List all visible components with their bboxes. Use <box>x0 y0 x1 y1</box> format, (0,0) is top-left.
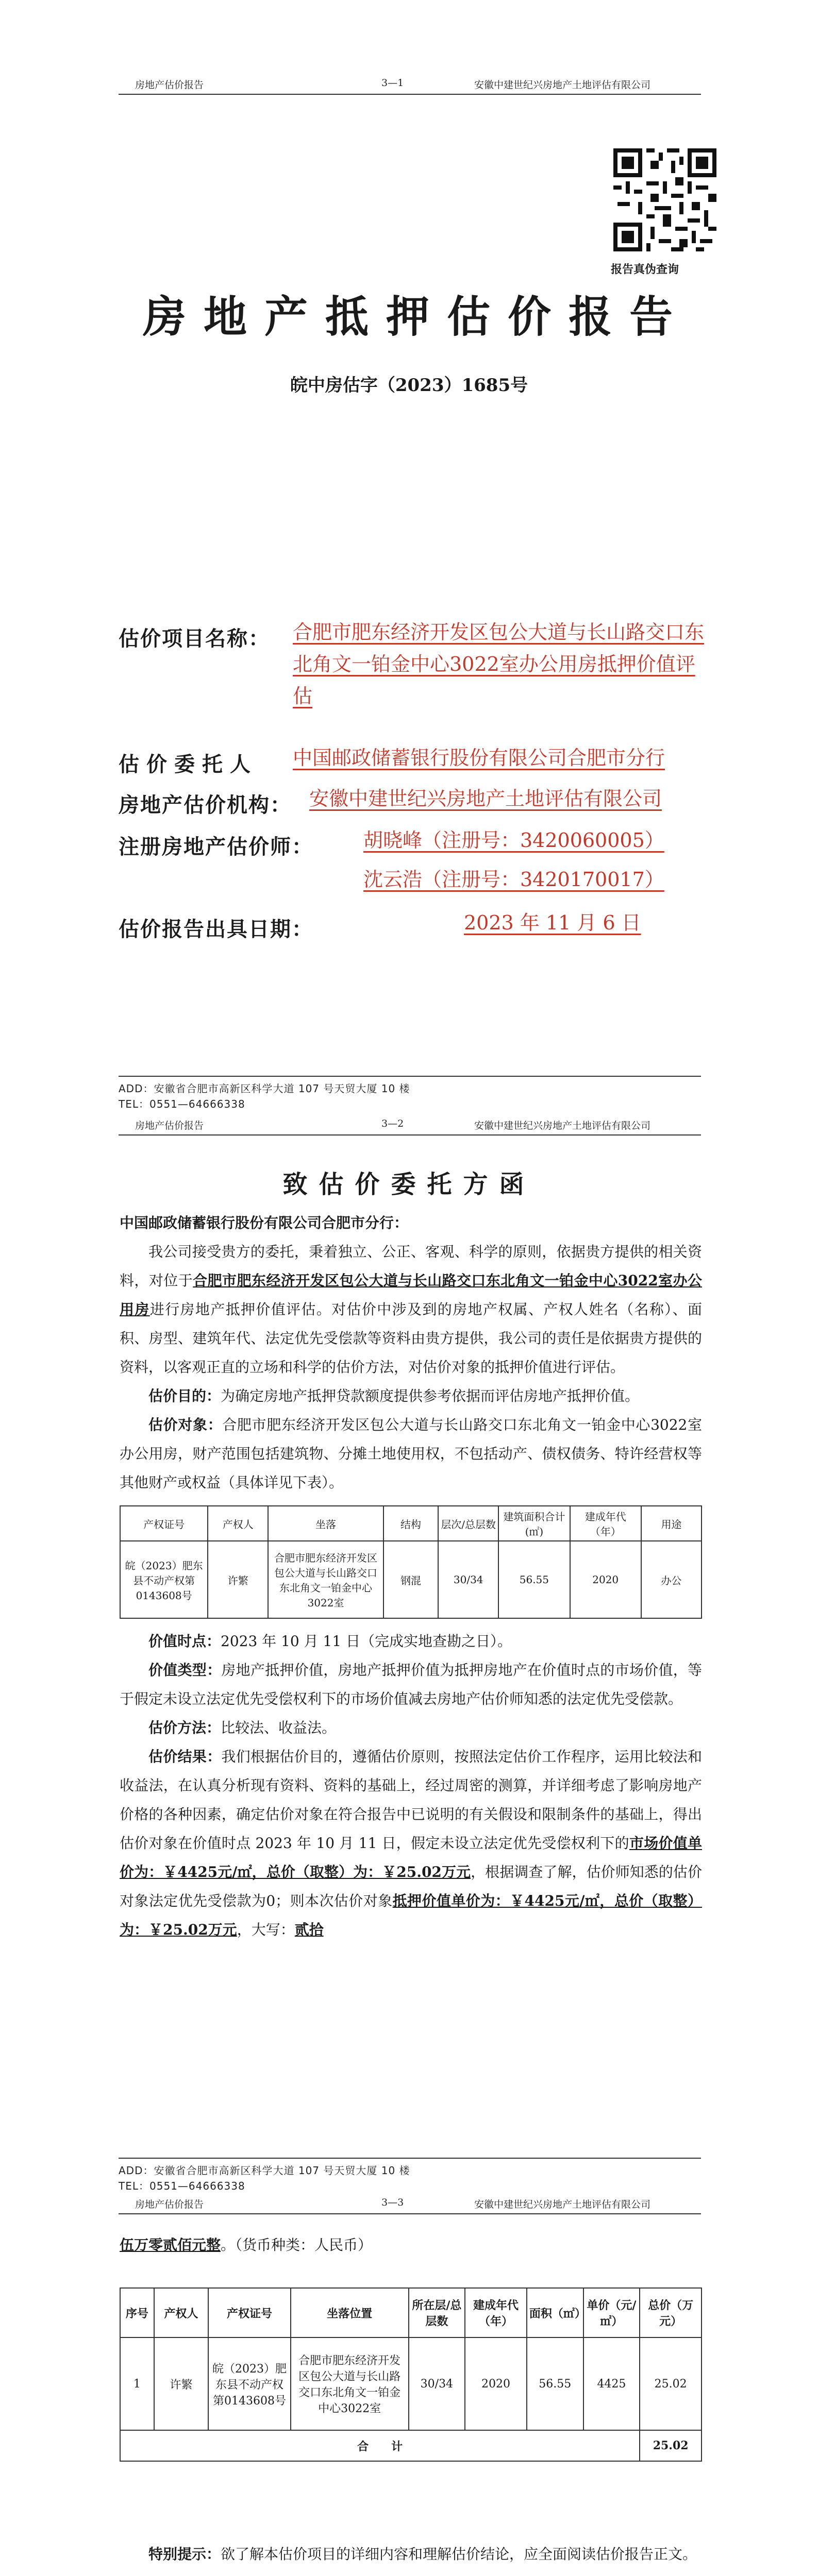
client-value: 中国邮政储蓄银行股份有限公司合肥市分行 <box>293 747 665 769</box>
page2-header-rule <box>119 1134 701 1136</box>
table-total-row <box>120 2430 702 2461</box>
footer-tel: TEL：0551—64666338 <box>119 1098 245 1110</box>
table-header-row <box>120 2288 702 2337</box>
th-owner: 产权人 <box>154 2288 208 2337</box>
cell-total: 25.02 <box>640 2337 702 2430</box>
project-label: 估价项目名称： <box>119 626 270 651</box>
th-location: 坐落 <box>268 1506 383 1541</box>
report-number: 皖中房估字（2023）1685号 <box>290 375 528 396</box>
th-floor: 所在层/总层数 <box>409 2288 465 2337</box>
page3-header-left: 房地产估价报告 <box>135 2199 204 2210</box>
cell-floor: 30/34 <box>438 1541 498 1618</box>
amount-in-words-line: 伍万零贰佰元整。（货币种类：人民币） <box>120 2236 373 2253</box>
valuer-1: 胡晓峰（注册号：3420060005） <box>363 829 664 852</box>
cell-structure: 钢混 <box>383 1541 438 1618</box>
cell-area: 56.55 <box>527 2337 583 2430</box>
result-paragraph: 估价结果：我们根据估价目的，遵循估价原则，按照法定估价工作程序，运用比较法和收益法，在认真分析现有资料、资料的基础上，经过周密的测算，并详细考虑了影响房地产价格的各种因素，确定估价对象在符合报告中已说明的有关假设和限制条件的基础上，得出估价对象在价值时点 2023 年 10 月 11 日，假定未设立法定优先受偿权利下的市场价值单价为：￥4425元/㎡，总价（取整）为：￥25.02万元，根据调查了解，估价师知悉的估价对象法定优先受偿款为0；则本次估价对象抵押价值单价为：￥4425元/㎡，总价（取整）为：￥25.02万元，大写：贰拾 <box>120 1748 702 1938</box>
cell-location: 合肥市肥东经济开发区包公大道与长山路交口东北角文一铂金中心3022室 <box>268 1541 383 1618</box>
cell-owner: 许繁 <box>208 1541 268 1618</box>
page2-footer-rule <box>119 2158 701 2159</box>
valuer-label: 注册房地产估价师： <box>119 835 313 859</box>
cell-cert: 皖（2023）肥东县不动产权第0143608号 <box>120 1541 208 1618</box>
table-row <box>120 2337 702 2430</box>
page1-header-rule <box>119 94 701 95</box>
th-cert: 产权证号 <box>120 1506 208 1541</box>
cell-cert: 皖（2023）肥东县不动产权第0143608号 <box>208 2337 291 2430</box>
th-unit-price: 单价（元/㎡） <box>583 2288 640 2337</box>
page1-header-right: 安徽中建世纪兴房地产土地评估有限公司 <box>474 79 651 91</box>
page2-header-left: 房地产估价报告 <box>135 1120 204 1131</box>
project-value: 合肥市肥东经济开发区包公大道与长山路交口东北角文一铂金中心3022室办公用房抵押价值评估 <box>293 621 705 707</box>
page1-footer <box>119 1081 410 1112</box>
footer-tel: TEL：0551—64666338 <box>119 2180 245 2192</box>
special-notice: 特别提示：欲了解本估价项目的详细内容和理解估价结论，应全面阅读估价报告正文。 <box>148 2546 697 2563</box>
footer-address: ADD：安徽省合肥市高新区科学大道 107 号天贸大厦 10 楼 <box>119 1082 410 1095</box>
property-table <box>120 1505 702 1619</box>
th-usage: 用途 <box>641 1506 702 1541</box>
th-year: 建成年代（年） <box>570 1506 641 1541</box>
cell-floor: 30/34 <box>409 2337 465 2430</box>
agency-label: 房地产估价机构： <box>119 793 292 817</box>
total-value: 25.02 <box>640 2430 702 2461</box>
cell-year: 2020 <box>465 2337 527 2430</box>
th-area: 面积（㎡） <box>527 2288 583 2337</box>
agency-value: 安徽中建世纪兴房地产土地评估有限公司 <box>309 787 662 810</box>
page3-header-page: 3—3 <box>381 2197 404 2208</box>
cell-index: 1 <box>120 2337 154 2430</box>
qr-code-icon[interactable] <box>613 148 716 251</box>
date-label: 估价报告出具日期： <box>119 917 313 941</box>
cell-location: 合肥市肥东经济开发区包公大道与长山路交口东北角文一铂金中心3022室 <box>291 2337 409 2430</box>
page-title: 房地产抵押估价报告 <box>142 291 690 342</box>
cell-owner: 许繁 <box>154 2337 208 2430</box>
object-paragraph: 估价对象：合肥市肥东经济开发区包公大道与长山路交口东北角文一铂金中心3022室办公用房，财产范围包括建筑物、分摊土地使用权，不包括动产、债权债务、特许经营权等其他财产或权益（具体详见下表）。 <box>120 1416 702 1491</box>
value-date-paragraph: 价值时点：2023 年 10 月 11 日（完成实地查勘之日）。 <box>148 1633 512 1650</box>
page2-footer <box>119 2163 410 2194</box>
page1-header-page: 3—1 <box>381 77 404 89</box>
client-label: 估价委托人 <box>119 752 258 776</box>
cell-usage: 办公 <box>641 1541 702 1618</box>
th-owner: 产权人 <box>208 1506 268 1541</box>
value-type-paragraph: 价值类型：房地产抵押价值，房地产抵押价值为抵押房地产在价值时点的市场价值，等于假定未设立法定优先受偿权利下的市场价值减去房地产估价师知悉的法定优先受偿款。 <box>120 1662 702 1707</box>
letter-title: 致估价委托方函 <box>282 1170 536 1199</box>
page3-header-rule <box>119 2213 701 2214</box>
letter-body <box>120 1209 702 1944</box>
cell-area: 56.55 <box>498 1541 570 1618</box>
cell-unit-price: 4425 <box>583 2337 640 2430</box>
th-year: 建成年代（年） <box>465 2288 527 2337</box>
th-location: 坐落位置 <box>291 2288 409 2337</box>
total-label: 合 计 <box>120 2430 640 2461</box>
page1-header-left: 房地产估价报告 <box>135 79 204 91</box>
page3-header-right: 安徽中建世纪兴房地产土地评估有限公司 <box>474 2199 651 2210</box>
page2-header-right: 安徽中建世纪兴房地产土地评估有限公司 <box>474 1120 651 1131</box>
th-index: 序号 <box>120 2288 154 2337</box>
letter-paragraph-intro: 我公司接受贵方的委托，秉着独立、公正、客观、科学的原则，依据贵方提供的相关资料，对位于合肥市肥东经济开发区包公大道与长山路交口东北角文一铂金中心3022室办公用房进行房地产抵押价值评估。对估价中涉及到的房地产权属、产权人姓名（名称）、面积、房型、建筑年代、法定优先受偿款等资料由贵方提供，我公司的责任是依据贵方提供的资料，以客观正直的立场和科学的估价方法，对估价对象的抵押价值进行评估。 <box>120 1243 702 1376</box>
qr-caption: 报告真伪查询 <box>611 263 679 276</box>
th-total: 总价（万元） <box>640 2288 702 2337</box>
page1-footer-rule <box>119 1076 701 1077</box>
th-cert: 产权证号 <box>208 2288 291 2337</box>
valuation-table <box>120 2287 702 2462</box>
table-header-row <box>120 1506 702 1541</box>
cell-year: 2020 <box>570 1541 641 1618</box>
date-value: 2023 年 11 月 6 日 <box>464 911 641 934</box>
addressee: 中国邮政储蓄银行股份有限公司合肥市分行： <box>120 1214 409 1231</box>
page2-header-page: 3—2 <box>381 1118 404 1129</box>
th-structure: 结构 <box>383 1506 438 1541</box>
purpose-paragraph: 估价目的：为确定房地产抵押贷款额度提供参考依据而评估房地产抵押价值。 <box>148 1387 640 1404</box>
footer-address: ADD：安徽省合肥市高新区科学大道 107 号天贸大厦 10 楼 <box>119 2164 410 2177</box>
valuer-2: 沈云浩（注册号：3420170017） <box>363 868 664 891</box>
table-row <box>120 1541 702 1618</box>
method-paragraph: 估价方法：比较法、收益法。 <box>148 1719 337 1736</box>
th-floor: 层次/总层数 <box>438 1506 498 1541</box>
th-area: 建筑面积合计(㎡) <box>498 1506 570 1541</box>
